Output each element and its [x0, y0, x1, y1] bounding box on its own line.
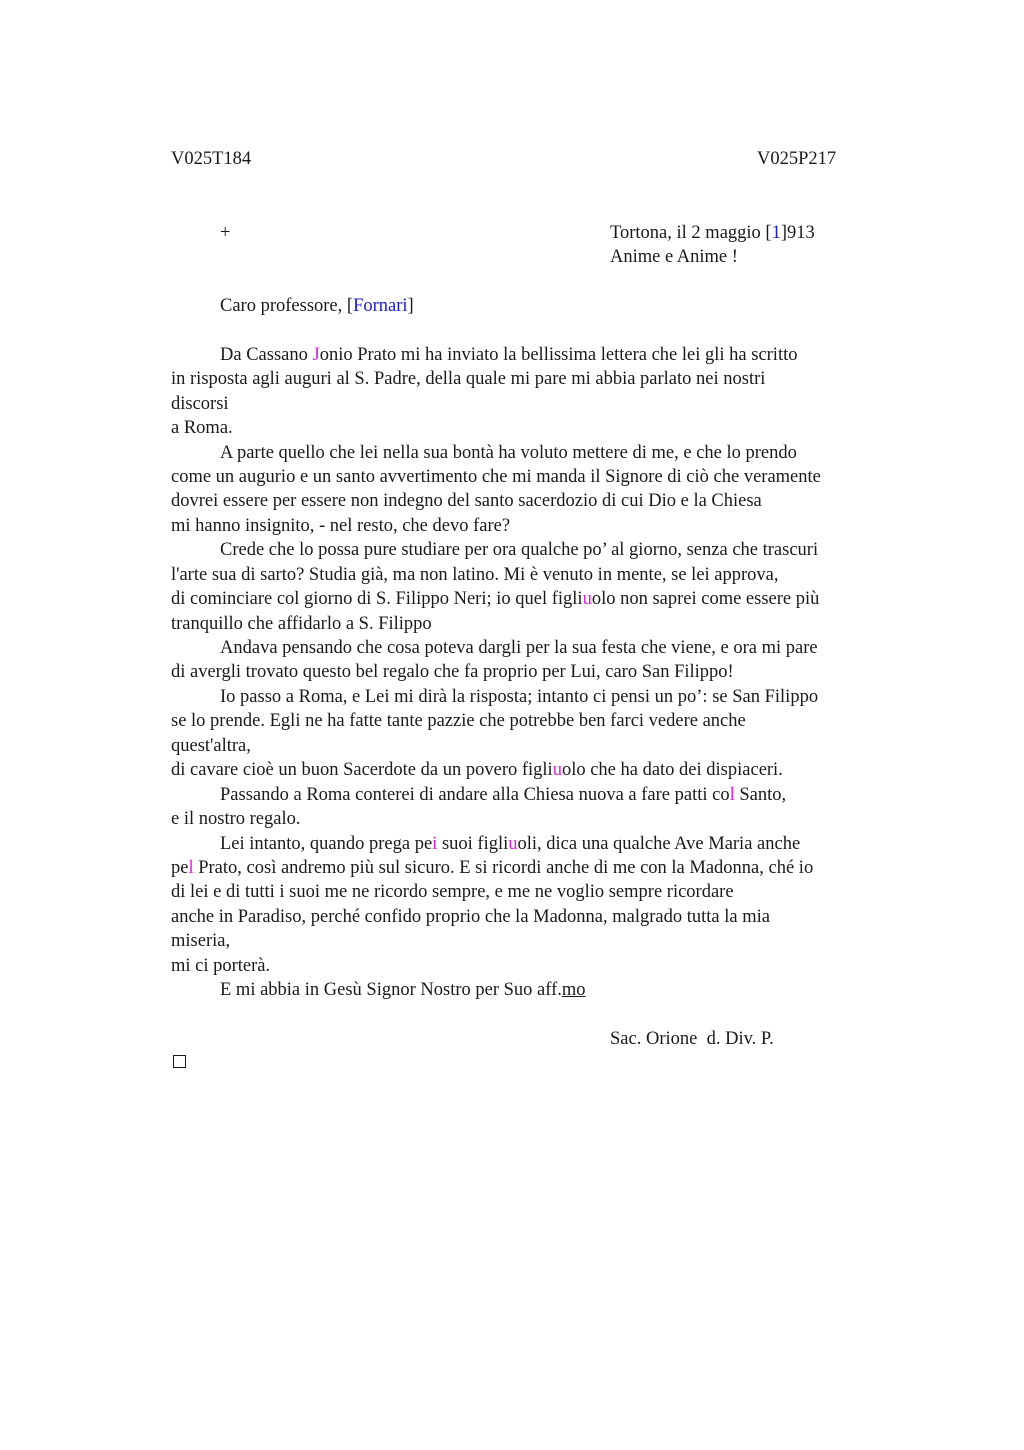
body-text: di cavare cioè un buon Sacerdote da un povero figli: [171, 760, 553, 780]
body-text: Da Cassano: [220, 345, 313, 365]
place-date: [610, 221, 815, 245]
body-line: quest'altra,: [171, 736, 251, 756]
body-line: [171, 587, 819, 611]
body-line: anche in Paradiso, perché confido proprio che la Madonna, malgrado tutta la mia: [171, 907, 770, 927]
place-date-text: Tortona, il 2 maggio [: [610, 223, 772, 243]
place-date-editorial-digit: 1: [771, 223, 781, 243]
body-line: mi ci porterà.: [171, 956, 271, 976]
body-line: a Roma.: [171, 418, 233, 438]
closing-line: [220, 978, 586, 1002]
salutation-close: ]: [407, 296, 414, 316]
document-code-left: V025T184: [171, 149, 252, 169]
salutation-text: Caro professore, [: [220, 296, 354, 316]
body-line: Andava pensando che cosa poteva dargli per la sua festa che viene, e ora mi pare: [220, 638, 818, 658]
body-line: Io passo a Roma, e Lei mi dirà la risposta; intanto ci pensi un po’: se San Filippo: [220, 687, 819, 707]
place-date-year: ]913: [780, 223, 815, 243]
body-line: [220, 343, 797, 367]
body-line: e il nostro regalo.: [171, 809, 301, 829]
body-line: A parte quello che lei nella sua bontà ha voluto mettere di me, e che lo prendo: [220, 443, 797, 463]
body-text: suoi figli: [437, 834, 509, 854]
body-line: mi hanno insignito, - nel resto, che devo fare?: [171, 516, 511, 536]
body-text: oli, dica una qualche Ave Maria anche: [517, 834, 801, 854]
variant-mark: i: [432, 834, 438, 854]
body-line: di avergli trovato questo bel regalo che fa proprio per Lui, caro San Filippo!: [171, 662, 734, 682]
body-text: onio Prato mi ha inviato la bellissima lettera che lei gli ha scritto: [319, 345, 798, 365]
body-line: [220, 832, 800, 856]
body-text: Santo,: [734, 785, 787, 805]
body-text: olo non saprei come essere più: [591, 589, 820, 609]
body-text: Passando a Roma conterei di andare alla Chiesa nuova a fare patti co: [220, 785, 730, 805]
signature: Sac. Orione d. Div. P.: [610, 1029, 774, 1049]
body-line: dovrei essere per essere non indegno del santo sacerdozio di cui Dio e la Chiesa: [171, 491, 762, 511]
end-marker-box: [173, 1055, 186, 1068]
document-code-right: V025P217: [757, 149, 837, 169]
body-text: di cominciare col giorno di S. Filippo Neri; io quel figli: [171, 589, 583, 609]
body-line: [220, 783, 786, 807]
cross-symbol: +: [220, 223, 231, 243]
body-text: E mi abbia in Gesù Signor Nostro per Suo aff.: [220, 980, 562, 1000]
body-line: tranquillo che affidarlo a S. Filippo: [171, 614, 432, 634]
body-line: miseria,: [171, 931, 231, 951]
salutation: [220, 294, 414, 318]
body-line: di lei e di tutti i suoi me ne ricordo sempre, e me ne voglio sempre ricordare: [171, 882, 734, 902]
variant-mark: J: [312, 345, 320, 365]
body-line: [171, 758, 783, 782]
body-line: discorsi: [171, 394, 229, 414]
variant-mark: l: [188, 858, 194, 878]
variant-mark: u: [552, 760, 562, 780]
body-line: come un augurio e un santo avvertimento che mi manda il Signore di ciò che veramente: [171, 467, 821, 487]
body-line: Crede che lo possa pure studiare per ora qualche po’ al giorno, senza che trascuri: [220, 540, 819, 560]
variant-mark: l: [729, 785, 735, 805]
body-line: in risposta agli auguri al S. Padre, della quale mi pare mi abbia parlato nei nostri: [171, 369, 766, 389]
abbreviation-superscript: mo: [561, 980, 586, 1000]
body-text: olo che ha dato dei dispiaceri.: [561, 760, 783, 780]
body-text: Prato, così andremo più sul sicuro. E si ricordi anche di me con la Madonna, ché io: [193, 858, 814, 878]
variant-mark: u: [508, 834, 518, 854]
salutation-name: Fornari: [353, 296, 408, 316]
variant-mark: u: [582, 589, 592, 609]
body-text: pe: [171, 858, 189, 878]
body-text: Lei intanto, quando prega pe: [220, 834, 433, 854]
motto: Anime e Anime !: [610, 247, 738, 267]
body-line: se lo prende. Egli ne ha fatte tante pazzie che potrebbe ben farci vedere anche: [171, 711, 746, 731]
body-line: l'arte sua di sarto? Studia già, ma non latino. Mi è venuto in mente, se lei approva,: [171, 565, 779, 585]
body-line: [171, 856, 813, 880]
